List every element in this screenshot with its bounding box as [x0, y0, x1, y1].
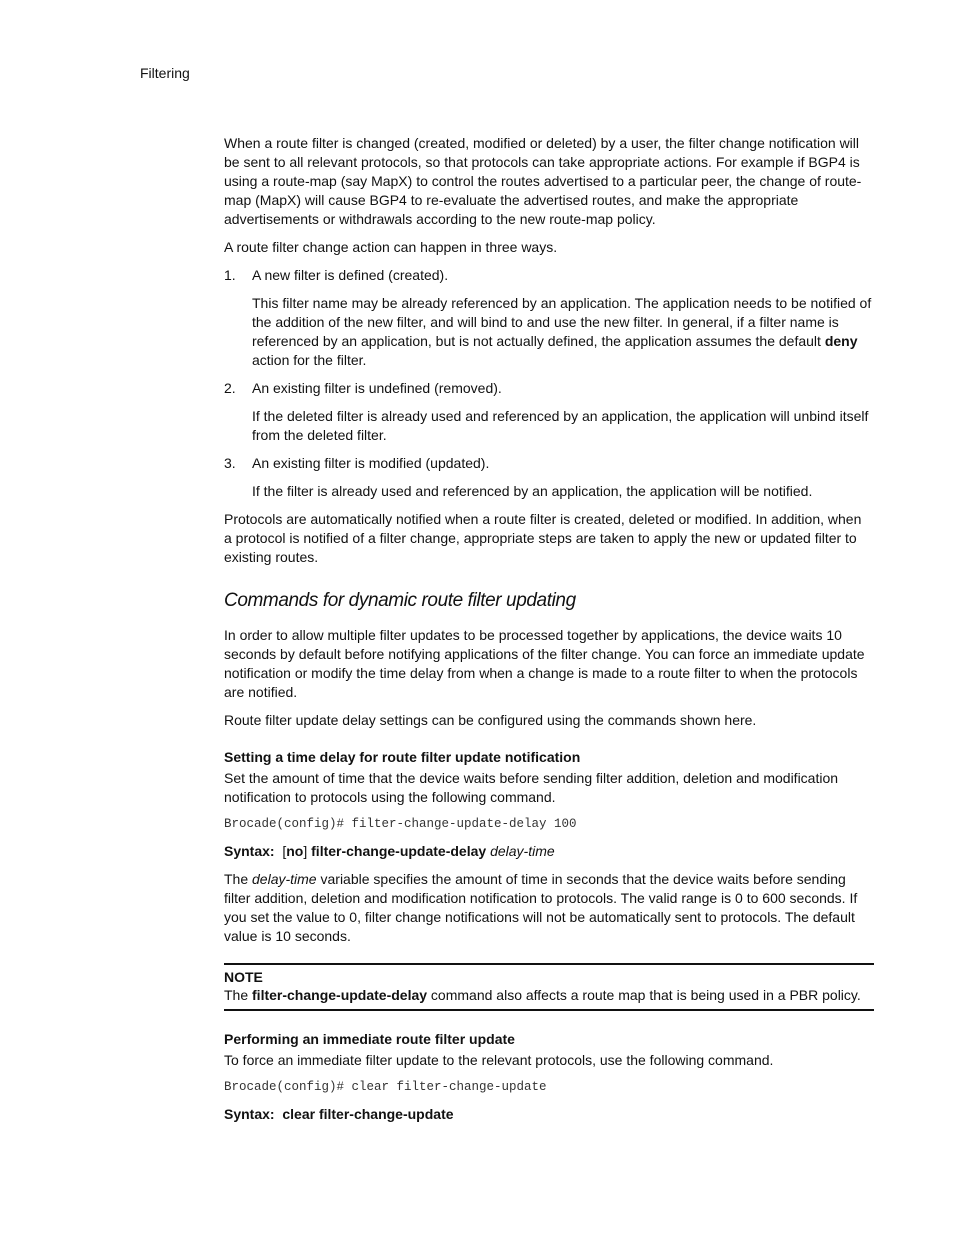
list-number: 1.	[224, 267, 236, 283]
section-title: Commands for dynamic route filter updating	[224, 590, 576, 611]
immediate-description: To force an immediate filter update to the relevant protocols, use the following command.	[224, 1052, 774, 1068]
note-title: NOTE	[224, 969, 263, 985]
deny-keyword: deny	[824, 333, 858, 349]
list-item	[224, 379, 872, 445]
list-item-text: A new filter is defined (created).	[252, 267, 449, 283]
page-body	[224, 134, 872, 1133]
change-ways-paragraph: A route filter change action can happen in three ways.	[224, 239, 558, 255]
note-box	[224, 963, 874, 1011]
syntax-line-delay	[224, 842, 872, 861]
code-example-delay: Brocade(config)# filter-change-update-delay 100	[224, 817, 577, 831]
syntax-label: Syntax:	[224, 1106, 275, 1122]
syntax-variable: delay-time	[490, 843, 555, 859]
text: command also affects a route map that is being used in a PBR policy.	[427, 987, 861, 1003]
syntax-label: Syntax:	[224, 843, 275, 859]
note-command: filter-change-update-delay	[252, 987, 428, 1003]
section-paragraph: Route filter update delay settings can be configured using the commands shown here.	[224, 712, 757, 728]
subsection-heading-delay: Setting a time delay for route filter update notification	[224, 749, 581, 765]
variable-name: delay-time	[252, 871, 317, 887]
change-action-list	[224, 266, 872, 501]
text: The	[224, 987, 253, 1003]
detail-text: This filter name may be already referenced by an application. The application needs to be notified of the addition of the new filter, and will bind to and use the new filter. In general, if a filter name is referenced by an application, but is not actually defined, the application assumes the default	[252, 295, 872, 349]
detail-text: action for the filter.	[252, 352, 367, 368]
list-number: 3.	[224, 455, 236, 471]
intro-paragraph: When a route filter is changed (created, modified or deleted) by a user, the filter change notification will be sent to all relevant protocols, so that protocols can take appropriate actions. For example if BGP4 is using a route-map (say MapX) to control the routes advertised to a particular peer, the change of route-map (MapX) will cause BGP4 to re-evaluate the advertised routes, and make the appropriate advertisements or withdrawals according to the new route-map policy.	[224, 135, 862, 227]
syntax-bracket: ]	[303, 843, 308, 859]
syntax-command: filter-change-update-delay	[311, 843, 487, 859]
syntax-line-immediate	[224, 1105, 872, 1124]
syntax-bracket: [	[282, 843, 287, 859]
syntax-command: clear filter-change-update	[282, 1106, 454, 1122]
list-item-detail: If the filter is already used and referenced by an application, the application will be notified.	[252, 483, 813, 499]
section-paragraph: In order to allow multiple filter updates to be processed together by applications, the device waits 10 seconds by default before notifying applications of the filter change. You can force an immediate update notification or modify the time delay from when a change is made to a route filter to when the protocols are notified.	[224, 627, 865, 700]
subsection-heading-immediate: Performing an immediate route filter update	[224, 1031, 515, 1047]
list-item-detail	[252, 294, 872, 370]
text: variable specifies the amount of time in seconds that the device waits before sending filter addition, deletion and modification notification to protocols. The valid range is 0 to 600 seconds. If you set the value to 0, filter change notifications will not be automatically sent to protocols. The default value is 10 seconds.	[224, 871, 858, 944]
syntax-no-keyword: no	[286, 843, 304, 859]
code-example-immediate: Brocade(config)# clear filter-change-update	[224, 1080, 547, 1094]
protocols-paragraph: Protocols are automatically notified when a route filter is created, deleted or modified. In addition, when a protocol is notified of a filter change, appropriate steps are taken to apply the new or updated filter to existing routes.	[224, 511, 862, 565]
list-item	[224, 454, 872, 501]
variable-description	[224, 870, 872, 946]
text: The	[224, 871, 253, 887]
list-number: 2.	[224, 380, 236, 396]
list-item-text: An existing filter is undefined (removed).	[252, 380, 502, 396]
list-item-detail: If the deleted filter is already used and referenced by an application, the application will unbind itself from the deleted filter.	[252, 408, 869, 443]
list-item-text: An existing filter is modified (updated).	[252, 455, 490, 471]
list-item	[224, 266, 872, 370]
note-text	[224, 986, 874, 1005]
delay-description: Set the amount of time that the device waits before sending filter addition, deletion and modification notification to protocols using the following command.	[224, 770, 839, 805]
running-header: Filtering	[140, 65, 190, 81]
